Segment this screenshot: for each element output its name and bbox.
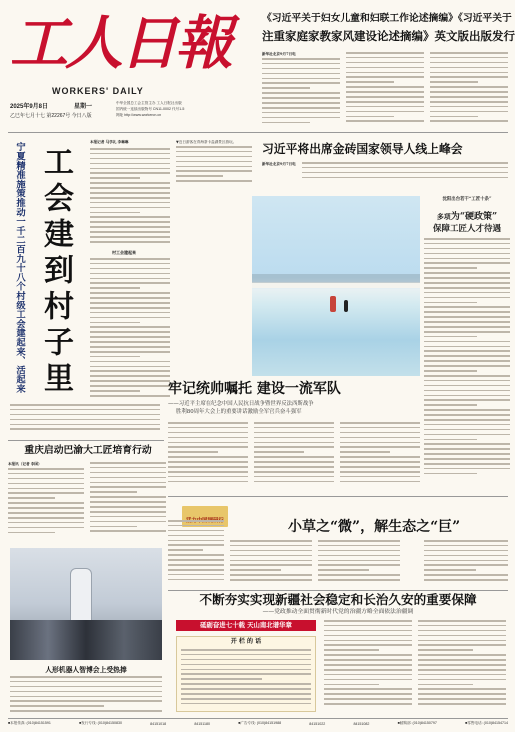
summit-body [302,162,508,182]
top-story-headline-1: 《习近平关于妇女儿童和妇联工作论述摘编》《习近平关于 [262,13,512,24]
robot-caption-body [10,676,162,716]
lead-story-reporter: 本报记者 马学礼 李琳琳 [90,140,129,144]
masthead-title-en: WORKERS' DAILY [52,86,144,96]
photo-people [344,300,348,312]
publisher-line: 国内统一连续出版物号 CN11-0002 代号1-5 [116,107,185,111]
feature-body [424,540,508,586]
side-story-body [424,238,510,478]
divider [168,496,508,497]
publisher-line: 网址 http://www.workercn.cn [116,113,162,117]
xinjiang-story [168,592,508,716]
photo-people [330,296,336,312]
column-title: 开 栏 的 话 [230,638,262,645]
salt-lake-photo [252,196,420,376]
summit-story [262,140,508,186]
footer-phone: 84151018 [150,721,167,726]
side-story-kicker: 沈阳出台若干“工匠十条” [442,197,492,202]
masthead-title: 工人日報 [10,9,231,77]
lead-story-continued [10,404,160,436]
footer-phone: 84151082 [353,721,370,726]
editorial-subhead-line: 胜利80周年大会上的重要讲话激励全军官兵奋斗强军 [176,409,302,415]
top-story-body [430,52,508,128]
top-story-body [262,58,340,128]
chongqing-byline: 本报讯（记者 李国） [8,462,42,466]
publisher-info [116,100,240,118]
xinjiang-headline: 不断夯实实现新疆社会稳定和长治久安的重要保障 [199,592,477,607]
publisher-line: 中华全国总工会主管主办 工人日报社出版 [116,101,182,105]
editorial-body [168,422,248,486]
feature-body [168,520,224,586]
robot-photo [10,548,162,660]
chongqing-headline: 重庆启动巴渝大工匠培育行动 [24,445,152,456]
feature-story [168,500,508,588]
footer-phone: 84151022 [309,721,326,726]
chongqing-story [8,444,168,540]
editorial-headline: 牢记统帅嘱托 建设一流军队 [168,381,341,397]
photo-crowd [10,620,162,660]
feature-body [230,540,312,586]
top-story [262,12,515,136]
editorial-subhead [168,400,422,416]
side-story-pre: 多项 [436,212,451,221]
xinjiang-body [418,620,506,712]
lead-story-section-1: 村工会建起来 [112,250,136,255]
lead-story-subtitle: 宁夏精准施策推动一千二百九十八个村级工会建起来、活起来 [14,142,25,394]
robot-caption: 人形机器人智博会上受热捧 [45,666,127,674]
lead-story-body [90,148,170,248]
xinjiang-banner [176,620,316,631]
side-story [424,196,510,486]
photo-caption-block [176,140,256,200]
footer-bar [8,718,508,728]
footer-phone: ■零售电话: (010)84154714 [465,721,508,725]
chongqing-body [90,462,166,538]
footer-phone: 84151180 [194,721,211,726]
divider [168,590,508,591]
side-story-headline-2: 保障工匠人才待遇 [432,224,501,234]
editorial-subhead-line: ——习近平主席在纪念中国人民抗日战争暨世界反法西斯战争 [168,401,314,407]
footer-phone: ■邮购部: (010)84150797 [397,721,437,725]
top-story-headline-2: 注重家庭家教家风建设论述摘编》英文版出版发行 [262,29,515,43]
xinjiang-banner-text: 砥砺奋进七十载 天山南北谱华章 [200,621,292,629]
editorial-body [340,422,420,486]
divider [8,132,508,133]
summit-dateline: 新华社北京9月7日电 [262,162,296,166]
top-story-dateline: 新华社北京9月7日电 [262,52,296,56]
column-body [181,649,311,709]
footer-phone: ■本报传真: (010)84151591 [8,721,51,725]
side-story-headline-1: 为“硬政策” [450,212,498,222]
chongqing-body [8,468,84,538]
column-box [176,636,316,712]
issue-weekday: 星期一 [74,104,93,110]
xinjiang-subhead: ——党政推动全面贯彻新时代党的治疆方略全面依法治疆调 [262,609,414,615]
photo-caption-body [176,146,252,186]
masthead [8,8,240,126]
photo-robot [70,568,92,628]
lead-story-title: 工会建到村子里 [38,146,73,398]
editorial-story [168,380,422,490]
feature-headline: 小草之“微”，解生态之“巨” [288,519,461,535]
photo-mountains [252,274,420,283]
issue-date: 2025年9月8日 [10,104,49,110]
photo-caption: ▼近日游客在青海茶卡盐湖景区游玩。 [176,140,237,144]
side-story-headline [424,204,510,223]
xinjiang-body [324,620,412,712]
issue-number: 乙巳年七月十七 第22267号 今日八版 [10,113,92,119]
divider [8,440,164,441]
feature-body [318,540,400,586]
summit-headline: 习近平将出席金砖国家领导人线上峰会 [262,142,463,156]
top-story-body [346,52,424,128]
footer-phone: ■发行专线: (010)84150830 [79,721,122,725]
footer-phone: ■广告专线: (010)84151988 [238,721,282,725]
editorial-body [254,422,334,486]
lead-story-body [90,258,170,400]
